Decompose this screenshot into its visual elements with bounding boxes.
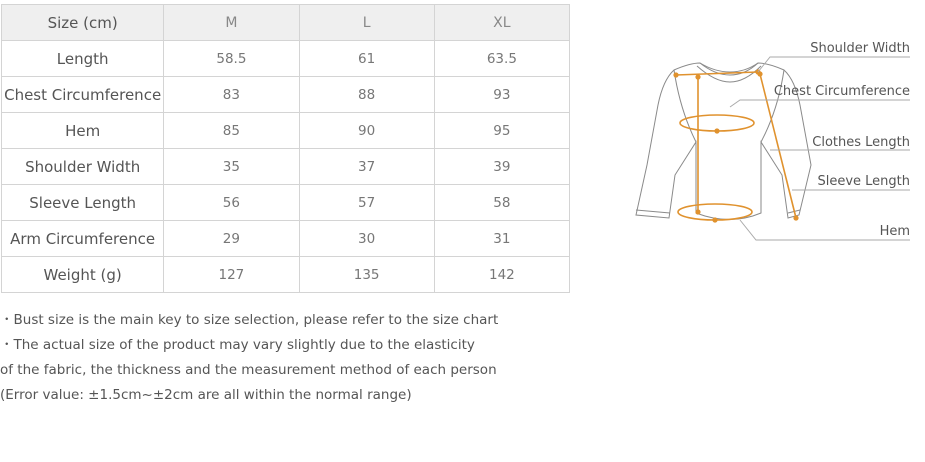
cell-value: 61 <box>299 41 434 77</box>
header-xl: XL <box>434 5 569 41</box>
cell-value: 35 <box>164 149 299 185</box>
label-shoulder-width: Shoulder Width <box>810 41 910 56</box>
table-row <box>2 185 570 221</box>
cell-value: 95 <box>434 113 569 149</box>
cell-value: 57 <box>299 185 434 221</box>
cell-value: 85 <box>164 113 299 149</box>
cell-value: 56 <box>164 185 299 221</box>
table-row <box>2 77 570 113</box>
table-row <box>2 221 570 257</box>
cell-value: 37 <box>299 149 434 185</box>
table-row <box>2 257 570 293</box>
cell-value: 127 <box>164 257 299 293</box>
row-label: Sleeve Length <box>2 185 164 221</box>
row-label: Shoulder Width <box>2 149 164 185</box>
table-row <box>2 149 570 185</box>
label-clothes-length: Clothes Length <box>812 135 910 150</box>
row-label: Chest Circumference <box>2 77 164 113</box>
cell-value: 93 <box>434 77 569 113</box>
note-line: ・The actual size of the product may vary slightly due to the elasticity <box>0 337 475 353</box>
label-chest-circumference: Chest Circumference <box>773 84 910 99</box>
measurement-diagram <box>630 30 920 260</box>
size-notes <box>0 308 498 408</box>
cell-value: 135 <box>299 257 434 293</box>
cell-value: 30 <box>299 221 434 257</box>
header-m: M <box>164 5 299 41</box>
cell-value: 58 <box>434 185 569 221</box>
row-label: Arm Circumference <box>2 221 164 257</box>
note-line: (Error value: ±1.5cm~±2cm are all within the normal range) <box>0 387 412 403</box>
cell-value: 31 <box>434 221 569 257</box>
cell-value: 142 <box>434 257 569 293</box>
note-line: ・Bust size is the main key to size selection, please refer to the size chart <box>0 312 499 328</box>
row-label: Weight (g) <box>2 257 164 293</box>
cell-value: 83 <box>164 77 299 113</box>
label-sleeve-length: Sleeve Length <box>817 174 910 189</box>
note-line: of the fabric, the thickness and the measurement method of each person <box>0 362 497 378</box>
cell-value: 63.5 <box>434 41 569 77</box>
row-label: Hem <box>2 113 164 149</box>
table-header-row <box>2 5 570 41</box>
header-size: Size (cm) <box>2 5 164 41</box>
table-row <box>2 41 570 77</box>
cell-value: 29 <box>164 221 299 257</box>
label-hem: Hem <box>879 224 910 239</box>
header-l: L <box>299 5 434 41</box>
row-label: Length <box>2 41 164 77</box>
cell-value: 88 <box>299 77 434 113</box>
cell-value: 90 <box>299 113 434 149</box>
table-row <box>2 113 570 149</box>
cell-value: 58.5 <box>164 41 299 77</box>
size-chart-table <box>1 4 570 293</box>
cell-value: 39 <box>434 149 569 185</box>
